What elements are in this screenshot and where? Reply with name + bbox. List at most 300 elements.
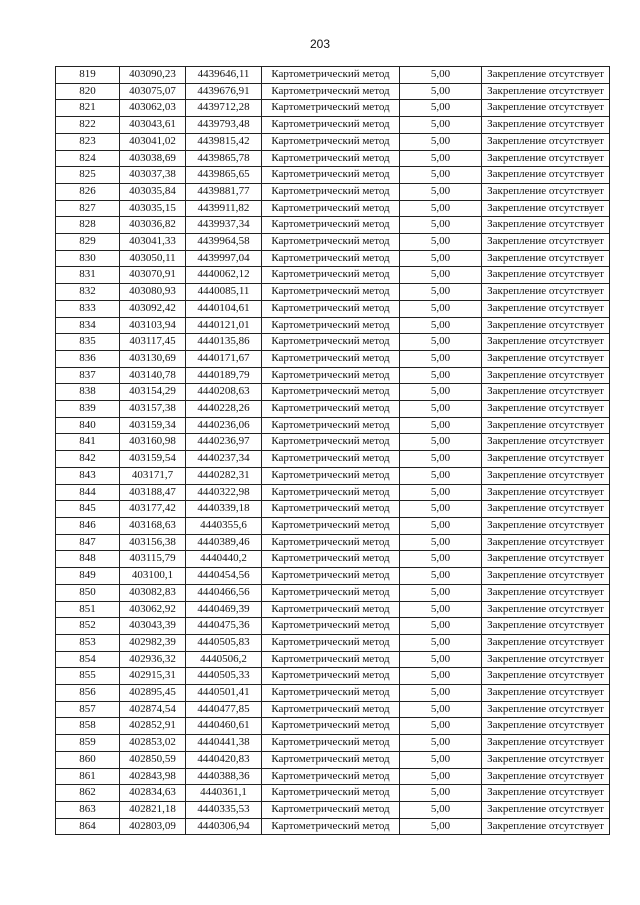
method-cell: Картометрический метод bbox=[262, 685, 400, 702]
fixation-cell: Закрепление отсутствует bbox=[482, 434, 610, 451]
error-cell: 5,00 bbox=[400, 401, 482, 418]
method-cell: Картометрический метод bbox=[262, 768, 400, 785]
x-coordinate-cell: 403035,15 bbox=[120, 200, 186, 217]
x-coordinate-cell: 403043,39 bbox=[120, 618, 186, 635]
method-cell: Картометрический метод bbox=[262, 401, 400, 418]
y-coordinate-cell: 4440339,18 bbox=[186, 501, 262, 518]
error-cell: 5,00 bbox=[400, 250, 482, 267]
point-number-cell: 843 bbox=[56, 467, 120, 484]
method-cell: Картометрический метод bbox=[262, 517, 400, 534]
fixation-cell: Закрепление отсутствует bbox=[482, 517, 610, 534]
x-coordinate-cell: 403140,78 bbox=[120, 367, 186, 384]
x-coordinate-cell: 403075,07 bbox=[120, 83, 186, 100]
error-cell: 5,00 bbox=[400, 317, 482, 334]
method-cell: Картометрический метод bbox=[262, 317, 400, 334]
table-row bbox=[56, 618, 610, 635]
y-coordinate-cell: 4440506,2 bbox=[186, 651, 262, 668]
point-number-cell: 855 bbox=[56, 668, 120, 685]
table-row bbox=[56, 801, 610, 818]
y-coordinate-cell: 4440420,83 bbox=[186, 751, 262, 768]
y-coordinate-cell: 4440228,26 bbox=[186, 401, 262, 418]
x-coordinate-cell: 403062,92 bbox=[120, 601, 186, 618]
y-coordinate-cell: 4439793,48 bbox=[186, 117, 262, 134]
table-row bbox=[56, 651, 610, 668]
x-coordinate-cell: 403160,98 bbox=[120, 434, 186, 451]
y-coordinate-cell: 4440306,94 bbox=[186, 818, 262, 835]
point-number-cell: 861 bbox=[56, 768, 120, 785]
method-cell: Картометрический метод bbox=[262, 250, 400, 267]
fixation-cell: Закрепление отсутствует bbox=[482, 150, 610, 167]
table-row bbox=[56, 517, 610, 534]
x-coordinate-cell: 402895,45 bbox=[120, 685, 186, 702]
method-cell: Картометрический метод bbox=[262, 534, 400, 551]
table-row bbox=[56, 735, 610, 752]
x-coordinate-cell: 403041,33 bbox=[120, 234, 186, 251]
fixation-cell: Закрепление отсутствует bbox=[482, 417, 610, 434]
table-row bbox=[56, 200, 610, 217]
fixation-cell: Закрепление отсутствует bbox=[482, 133, 610, 150]
error-cell: 5,00 bbox=[400, 334, 482, 351]
error-cell: 5,00 bbox=[400, 584, 482, 601]
point-number-cell: 852 bbox=[56, 618, 120, 635]
fixation-cell: Закрепление отсутствует bbox=[482, 367, 610, 384]
method-cell: Картометрический метод bbox=[262, 818, 400, 835]
error-cell: 5,00 bbox=[400, 133, 482, 150]
x-coordinate-cell: 402982,39 bbox=[120, 634, 186, 651]
table-row bbox=[56, 284, 610, 301]
table-row bbox=[56, 534, 610, 551]
method-cell: Картометрический метод bbox=[262, 718, 400, 735]
error-cell: 5,00 bbox=[400, 83, 482, 100]
method-cell: Картометрический метод bbox=[262, 601, 400, 618]
table-row bbox=[56, 334, 610, 351]
point-number-cell: 842 bbox=[56, 451, 120, 468]
fixation-cell: Закрепление отсутствует bbox=[482, 534, 610, 551]
x-coordinate-cell: 402850,59 bbox=[120, 751, 186, 768]
error-cell: 5,00 bbox=[400, 367, 482, 384]
y-coordinate-cell: 4439712,28 bbox=[186, 100, 262, 117]
table-row bbox=[56, 234, 610, 251]
error-cell: 5,00 bbox=[400, 651, 482, 668]
table-row bbox=[56, 417, 610, 434]
y-coordinate-cell: 4439881,77 bbox=[186, 183, 262, 200]
fixation-cell: Закрепление отсутствует bbox=[482, 183, 610, 200]
error-cell: 5,00 bbox=[400, 350, 482, 367]
x-coordinate-cell: 403036,82 bbox=[120, 217, 186, 234]
fixation-cell: Закрепление отсутствует bbox=[482, 484, 610, 501]
error-cell: 5,00 bbox=[400, 801, 482, 818]
fixation-cell: Закрепление отсутствует bbox=[482, 801, 610, 818]
table-row bbox=[56, 67, 610, 84]
fixation-cell: Закрепление отсутствует bbox=[482, 250, 610, 267]
point-number-cell: 839 bbox=[56, 401, 120, 418]
method-cell: Картометрический метод bbox=[262, 100, 400, 117]
method-cell: Картометрический метод bbox=[262, 484, 400, 501]
method-cell: Картометрический метод bbox=[262, 568, 400, 585]
table-row bbox=[56, 350, 610, 367]
table-row bbox=[56, 183, 610, 200]
method-cell: Картометрический метод bbox=[262, 751, 400, 768]
point-number-cell: 857 bbox=[56, 701, 120, 718]
fixation-cell: Закрепление отсутствует bbox=[482, 701, 610, 718]
method-cell: Картометрический метод bbox=[262, 133, 400, 150]
y-coordinate-cell: 4440171,67 bbox=[186, 350, 262, 367]
y-coordinate-cell: 4440335,53 bbox=[186, 801, 262, 818]
y-coordinate-cell: 4440389,46 bbox=[186, 534, 262, 551]
y-coordinate-cell: 4440208,63 bbox=[186, 384, 262, 401]
point-number-cell: 819 bbox=[56, 67, 120, 84]
x-coordinate-cell: 403156,38 bbox=[120, 534, 186, 551]
point-number-cell: 844 bbox=[56, 484, 120, 501]
fixation-cell: Закрепление отсутствует bbox=[482, 300, 610, 317]
method-cell: Картометрический метод bbox=[262, 501, 400, 518]
fixation-cell: Закрепление отсутствует bbox=[482, 217, 610, 234]
table-row bbox=[56, 167, 610, 184]
point-number-cell: 849 bbox=[56, 568, 120, 585]
y-coordinate-cell: 4440236,06 bbox=[186, 417, 262, 434]
fixation-cell: Закрепление отсутствует bbox=[482, 651, 610, 668]
point-number-cell: 850 bbox=[56, 584, 120, 601]
fixation-cell: Закрепление отсутствует bbox=[482, 768, 610, 785]
fixation-cell: Закрепление отсутствует bbox=[482, 100, 610, 117]
point-number-cell: 828 bbox=[56, 217, 120, 234]
y-coordinate-cell: 4440440,2 bbox=[186, 551, 262, 568]
method-cell: Картометрический метод bbox=[262, 735, 400, 752]
error-cell: 5,00 bbox=[400, 183, 482, 200]
point-number-cell: 848 bbox=[56, 551, 120, 568]
x-coordinate-cell: 402915,31 bbox=[120, 668, 186, 685]
table-row bbox=[56, 718, 610, 735]
x-coordinate-cell: 403154,29 bbox=[120, 384, 186, 401]
y-coordinate-cell: 4439964,58 bbox=[186, 234, 262, 251]
table-row bbox=[56, 300, 610, 317]
method-cell: Картометрический метод bbox=[262, 83, 400, 100]
y-coordinate-cell: 4440236,97 bbox=[186, 434, 262, 451]
error-cell: 5,00 bbox=[400, 517, 482, 534]
x-coordinate-cell: 403050,11 bbox=[120, 250, 186, 267]
method-cell: Картометрический метод bbox=[262, 417, 400, 434]
y-coordinate-cell: 4439676,91 bbox=[186, 83, 262, 100]
table-row bbox=[56, 401, 610, 418]
y-coordinate-cell: 4440085,11 bbox=[186, 284, 262, 301]
y-coordinate-cell: 4440388,36 bbox=[186, 768, 262, 785]
y-coordinate-cell: 4440237,34 bbox=[186, 451, 262, 468]
table-row bbox=[56, 785, 610, 802]
method-cell: Картометрический метод bbox=[262, 551, 400, 568]
x-coordinate-cell: 402852,91 bbox=[120, 718, 186, 735]
point-number-cell: 835 bbox=[56, 334, 120, 351]
x-coordinate-cell: 402874,54 bbox=[120, 701, 186, 718]
y-coordinate-cell: 4440441,38 bbox=[186, 735, 262, 752]
y-coordinate-cell: 4440505,83 bbox=[186, 634, 262, 651]
error-cell: 5,00 bbox=[400, 534, 482, 551]
error-cell: 5,00 bbox=[400, 685, 482, 702]
method-cell: Картометрический метод bbox=[262, 584, 400, 601]
y-coordinate-cell: 4440121,01 bbox=[186, 317, 262, 334]
error-cell: 5,00 bbox=[400, 501, 482, 518]
method-cell: Картометрический метод bbox=[262, 801, 400, 818]
table-row bbox=[56, 685, 610, 702]
error-cell: 5,00 bbox=[400, 668, 482, 685]
method-cell: Картометрический метод bbox=[262, 451, 400, 468]
error-cell: 5,00 bbox=[400, 150, 482, 167]
fixation-cell: Закрепление отсутствует bbox=[482, 618, 610, 635]
point-number-cell: 845 bbox=[56, 501, 120, 518]
table-row bbox=[56, 117, 610, 134]
point-number-cell: 831 bbox=[56, 267, 120, 284]
fixation-cell: Закрепление отсутствует bbox=[482, 317, 610, 334]
error-cell: 5,00 bbox=[400, 718, 482, 735]
error-cell: 5,00 bbox=[400, 484, 482, 501]
fixation-cell: Закрепление отсутствует bbox=[482, 384, 610, 401]
error-cell: 5,00 bbox=[400, 551, 482, 568]
method-cell: Картометрический метод bbox=[262, 350, 400, 367]
point-number-cell: 821 bbox=[56, 100, 120, 117]
method-cell: Картометрический метод bbox=[262, 334, 400, 351]
method-cell: Картометрический метод bbox=[262, 367, 400, 384]
table-row bbox=[56, 768, 610, 785]
table-row bbox=[56, 250, 610, 267]
y-coordinate-cell: 4439646,11 bbox=[186, 67, 262, 84]
fixation-cell: Закрепление отсутствует bbox=[482, 234, 610, 251]
fixation-cell: Закрепление отсутствует bbox=[482, 267, 610, 284]
error-cell: 5,00 bbox=[400, 785, 482, 802]
method-cell: Картометрический метод bbox=[262, 618, 400, 635]
error-cell: 5,00 bbox=[400, 117, 482, 134]
error-cell: 5,00 bbox=[400, 467, 482, 484]
fixation-cell: Закрепление отсутствует bbox=[482, 350, 610, 367]
method-cell: Картометрический метод bbox=[262, 167, 400, 184]
x-coordinate-cell: 403035,84 bbox=[120, 183, 186, 200]
error-cell: 5,00 bbox=[400, 200, 482, 217]
fixation-cell: Закрепление отсутствует bbox=[482, 451, 610, 468]
x-coordinate-cell: 403188,47 bbox=[120, 484, 186, 501]
table-row bbox=[56, 217, 610, 234]
point-number-cell: 829 bbox=[56, 234, 120, 251]
point-number-cell: 854 bbox=[56, 651, 120, 668]
point-number-cell: 841 bbox=[56, 434, 120, 451]
error-cell: 5,00 bbox=[400, 768, 482, 785]
fixation-cell: Закрепление отсутствует bbox=[482, 634, 610, 651]
y-coordinate-cell: 4440355,6 bbox=[186, 517, 262, 534]
x-coordinate-cell: 403038,69 bbox=[120, 150, 186, 167]
point-number-cell: 825 bbox=[56, 167, 120, 184]
x-coordinate-cell: 403070,91 bbox=[120, 267, 186, 284]
x-coordinate-cell: 403159,34 bbox=[120, 417, 186, 434]
fixation-cell: Закрепление отсутствует bbox=[482, 735, 610, 752]
y-coordinate-cell: 4439937,34 bbox=[186, 217, 262, 234]
x-coordinate-cell: 403115,79 bbox=[120, 551, 186, 568]
y-coordinate-cell: 4440361,1 bbox=[186, 785, 262, 802]
error-cell: 5,00 bbox=[400, 451, 482, 468]
x-coordinate-cell: 403117,45 bbox=[120, 334, 186, 351]
fixation-cell: Закрепление отсутствует bbox=[482, 818, 610, 835]
method-cell: Картометрический метод bbox=[262, 267, 400, 284]
x-coordinate-cell: 403041,02 bbox=[120, 133, 186, 150]
point-number-cell: 834 bbox=[56, 317, 120, 334]
y-coordinate-cell: 4439865,65 bbox=[186, 167, 262, 184]
fixation-cell: Закрепление отсутствует bbox=[482, 284, 610, 301]
error-cell: 5,00 bbox=[400, 417, 482, 434]
error-cell: 5,00 bbox=[400, 618, 482, 635]
method-cell: Картометрический метод bbox=[262, 200, 400, 217]
x-coordinate-cell: 403080,93 bbox=[120, 284, 186, 301]
point-number-cell: 824 bbox=[56, 150, 120, 167]
method-cell: Картометрический метод bbox=[262, 785, 400, 802]
table-row bbox=[56, 568, 610, 585]
error-cell: 5,00 bbox=[400, 735, 482, 752]
table-row bbox=[56, 384, 610, 401]
table-row bbox=[56, 668, 610, 685]
x-coordinate-cell: 402853,02 bbox=[120, 735, 186, 752]
table-row bbox=[56, 367, 610, 384]
y-coordinate-cell: 4440460,61 bbox=[186, 718, 262, 735]
y-coordinate-cell: 4440466,56 bbox=[186, 584, 262, 601]
fixation-cell: Закрепление отсутствует bbox=[482, 718, 610, 735]
table-row bbox=[56, 317, 610, 334]
method-cell: Картометрический метод bbox=[262, 651, 400, 668]
method-cell: Картометрический метод bbox=[262, 234, 400, 251]
table-row bbox=[56, 467, 610, 484]
x-coordinate-cell: 403082,83 bbox=[120, 584, 186, 601]
method-cell: Картометрический метод bbox=[262, 634, 400, 651]
fixation-cell: Закрепление отсутствует bbox=[482, 200, 610, 217]
table-row bbox=[56, 634, 610, 651]
y-coordinate-cell: 4440062,12 bbox=[186, 267, 262, 284]
y-coordinate-cell: 4440475,36 bbox=[186, 618, 262, 635]
method-cell: Картометрический метод bbox=[262, 67, 400, 84]
y-coordinate-cell: 4440135,86 bbox=[186, 334, 262, 351]
point-number-cell: 836 bbox=[56, 350, 120, 367]
error-cell: 5,00 bbox=[400, 701, 482, 718]
error-cell: 5,00 bbox=[400, 818, 482, 835]
x-coordinate-cell: 403130,69 bbox=[120, 350, 186, 367]
table-row bbox=[56, 434, 610, 451]
x-coordinate-cell: 402834,63 bbox=[120, 785, 186, 802]
error-cell: 5,00 bbox=[400, 167, 482, 184]
method-cell: Картометрический метод bbox=[262, 467, 400, 484]
table-row bbox=[56, 100, 610, 117]
table-row bbox=[56, 601, 610, 618]
error-cell: 5,00 bbox=[400, 751, 482, 768]
error-cell: 5,00 bbox=[400, 284, 482, 301]
error-cell: 5,00 bbox=[400, 634, 482, 651]
fixation-cell: Закрепление отсутствует bbox=[482, 401, 610, 418]
fixation-cell: Закрепление отсутствует bbox=[482, 334, 610, 351]
error-cell: 5,00 bbox=[400, 568, 482, 585]
fixation-cell: Закрепление отсутствует bbox=[482, 551, 610, 568]
method-cell: Картометрический метод bbox=[262, 300, 400, 317]
x-coordinate-cell: 403171,7 bbox=[120, 467, 186, 484]
fixation-cell: Закрепление отсутствует bbox=[482, 584, 610, 601]
method-cell: Картометрический метод bbox=[262, 384, 400, 401]
table-row bbox=[56, 451, 610, 468]
y-coordinate-cell: 4440469,39 bbox=[186, 601, 262, 618]
fixation-cell: Закрепление отсутствует bbox=[482, 167, 610, 184]
y-coordinate-cell: 4439815,42 bbox=[186, 133, 262, 150]
method-cell: Картометрический метод bbox=[262, 217, 400, 234]
table-row bbox=[56, 133, 610, 150]
point-number-cell: 856 bbox=[56, 685, 120, 702]
point-number-cell: 823 bbox=[56, 133, 120, 150]
point-number-cell: 847 bbox=[56, 534, 120, 551]
method-cell: Картометрический метод bbox=[262, 284, 400, 301]
point-number-cell: 846 bbox=[56, 517, 120, 534]
x-coordinate-cell: 403090,23 bbox=[120, 67, 186, 84]
y-coordinate-cell: 4440505,33 bbox=[186, 668, 262, 685]
fixation-cell: Закрепление отсутствует bbox=[482, 117, 610, 134]
y-coordinate-cell: 4440322,98 bbox=[186, 484, 262, 501]
table-body bbox=[56, 67, 610, 835]
y-coordinate-cell: 4440282,31 bbox=[186, 467, 262, 484]
error-cell: 5,00 bbox=[400, 267, 482, 284]
fixation-cell: Закрепление отсутствует bbox=[482, 685, 610, 702]
fixation-cell: Закрепление отсутствует bbox=[482, 67, 610, 84]
x-coordinate-cell: 403103,94 bbox=[120, 317, 186, 334]
table-row bbox=[56, 150, 610, 167]
x-coordinate-cell: 403157,38 bbox=[120, 401, 186, 418]
y-coordinate-cell: 4440104,61 bbox=[186, 300, 262, 317]
y-coordinate-cell: 4439911,82 bbox=[186, 200, 262, 217]
fixation-cell: Закрепление отсутствует bbox=[482, 501, 610, 518]
table-row bbox=[56, 267, 610, 284]
y-coordinate-cell: 4439865,78 bbox=[186, 150, 262, 167]
point-number-cell: 837 bbox=[56, 367, 120, 384]
coordinates-table bbox=[55, 66, 610, 835]
x-coordinate-cell: 402821,18 bbox=[120, 801, 186, 818]
fixation-cell: Закрепление отсутствует bbox=[482, 751, 610, 768]
y-coordinate-cell: 4440477,85 bbox=[186, 701, 262, 718]
point-number-cell: 826 bbox=[56, 183, 120, 200]
method-cell: Картометрический метод bbox=[262, 701, 400, 718]
error-cell: 5,00 bbox=[400, 300, 482, 317]
point-number-cell: 862 bbox=[56, 785, 120, 802]
y-coordinate-cell: 4440454,56 bbox=[186, 568, 262, 585]
x-coordinate-cell: 403062,03 bbox=[120, 100, 186, 117]
y-coordinate-cell: 4439997,04 bbox=[186, 250, 262, 267]
point-number-cell: 863 bbox=[56, 801, 120, 818]
point-number-cell: 832 bbox=[56, 284, 120, 301]
method-cell: Картометрический метод bbox=[262, 668, 400, 685]
table-row bbox=[56, 584, 610, 601]
x-coordinate-cell: 402843,98 bbox=[120, 768, 186, 785]
point-number-cell: 860 bbox=[56, 751, 120, 768]
point-number-cell: 864 bbox=[56, 818, 120, 835]
x-coordinate-cell: 403168,63 bbox=[120, 517, 186, 534]
table-row bbox=[56, 484, 610, 501]
point-number-cell: 830 bbox=[56, 250, 120, 267]
method-cell: Картометрический метод bbox=[262, 183, 400, 200]
fixation-cell: Закрепление отсутствует bbox=[482, 83, 610, 100]
point-number-cell: 838 bbox=[56, 384, 120, 401]
point-number-cell: 822 bbox=[56, 117, 120, 134]
y-coordinate-cell: 4440189,79 bbox=[186, 367, 262, 384]
x-coordinate-cell: 403159,54 bbox=[120, 451, 186, 468]
point-number-cell: 827 bbox=[56, 200, 120, 217]
table-row bbox=[56, 818, 610, 835]
table-row bbox=[56, 501, 610, 518]
x-coordinate-cell: 403037,38 bbox=[120, 167, 186, 184]
x-coordinate-cell: 403092,42 bbox=[120, 300, 186, 317]
fixation-cell: Закрепление отсутствует bbox=[482, 568, 610, 585]
page-number: 203 bbox=[309, 37, 331, 51]
point-number-cell: 840 bbox=[56, 417, 120, 434]
x-coordinate-cell: 403100,1 bbox=[120, 568, 186, 585]
error-cell: 5,00 bbox=[400, 434, 482, 451]
table-row bbox=[56, 701, 610, 718]
fixation-cell: Закрепление отсутствует bbox=[482, 601, 610, 618]
table-row bbox=[56, 751, 610, 768]
